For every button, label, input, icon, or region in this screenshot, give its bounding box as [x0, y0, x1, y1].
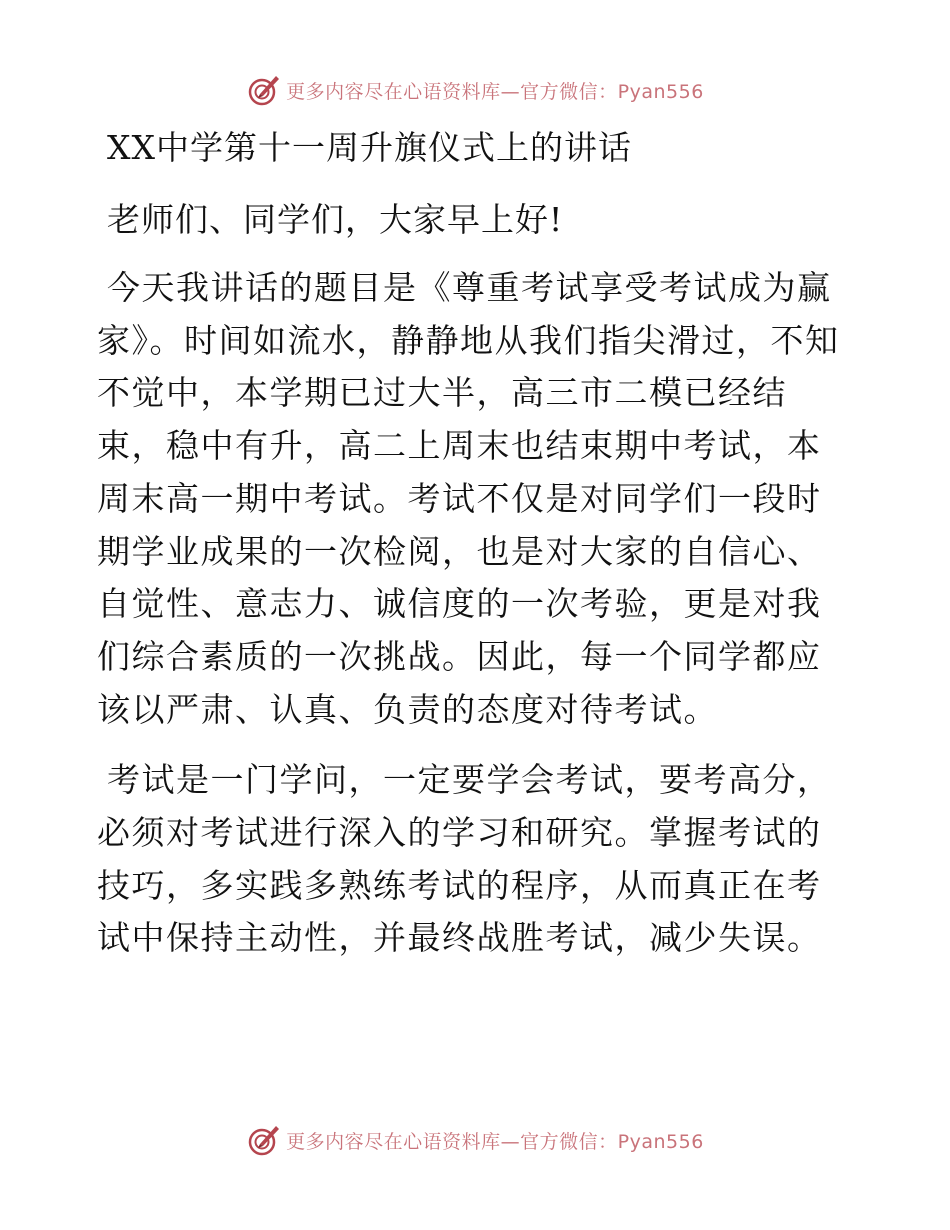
header-watermark [0, 70, 950, 110]
document-title: XX中学第十一周升旗仪式上的讲话 [107, 128, 632, 167]
quill-logo-icon [246, 1122, 282, 1158]
paragraph-2: 考试是一门学问，一定要学会考试，要考高分，必须对考试进行深入的学习和研究。掌握考试的技巧，多实践多熟练考试的程序，从而真正在考试中保持主动性，并最终战胜考试，减少失误。 [97, 760, 832, 958]
watermark-text: 更多内容尽在心语资料库—官方微信：Pyan556 [286, 1130, 704, 1153]
watermark-text: 更多内容尽在心语资料库—官方微信：Pyan556 [286, 80, 704, 103]
footer-watermark [0, 1120, 950, 1160]
greeting-line: 老师们、同学们，大家早上好! [107, 200, 564, 239]
quill-logo-icon [246, 72, 282, 108]
paragraph-1: 今天我讲话的题目是《尊重考试享受考试成为赢家》。时间如流水，静静地从我们指尖滑过，不知不觉中，本学期已过大半，高三市二模已经结束，稳中有升，高二上周末也结束期中考试，本周末高一期中考试。考试不仅是对同学们一段时期学业成果的一次检阅，也是对大家的自信心、自觉性、意志力、诚信度的一次考验，更是对我们综合素质的一次挑战。因此，每一个同学都应该以严肃、认真、负责的态度对待考试。 [97, 268, 840, 729]
document-body [97, 122, 852, 965]
